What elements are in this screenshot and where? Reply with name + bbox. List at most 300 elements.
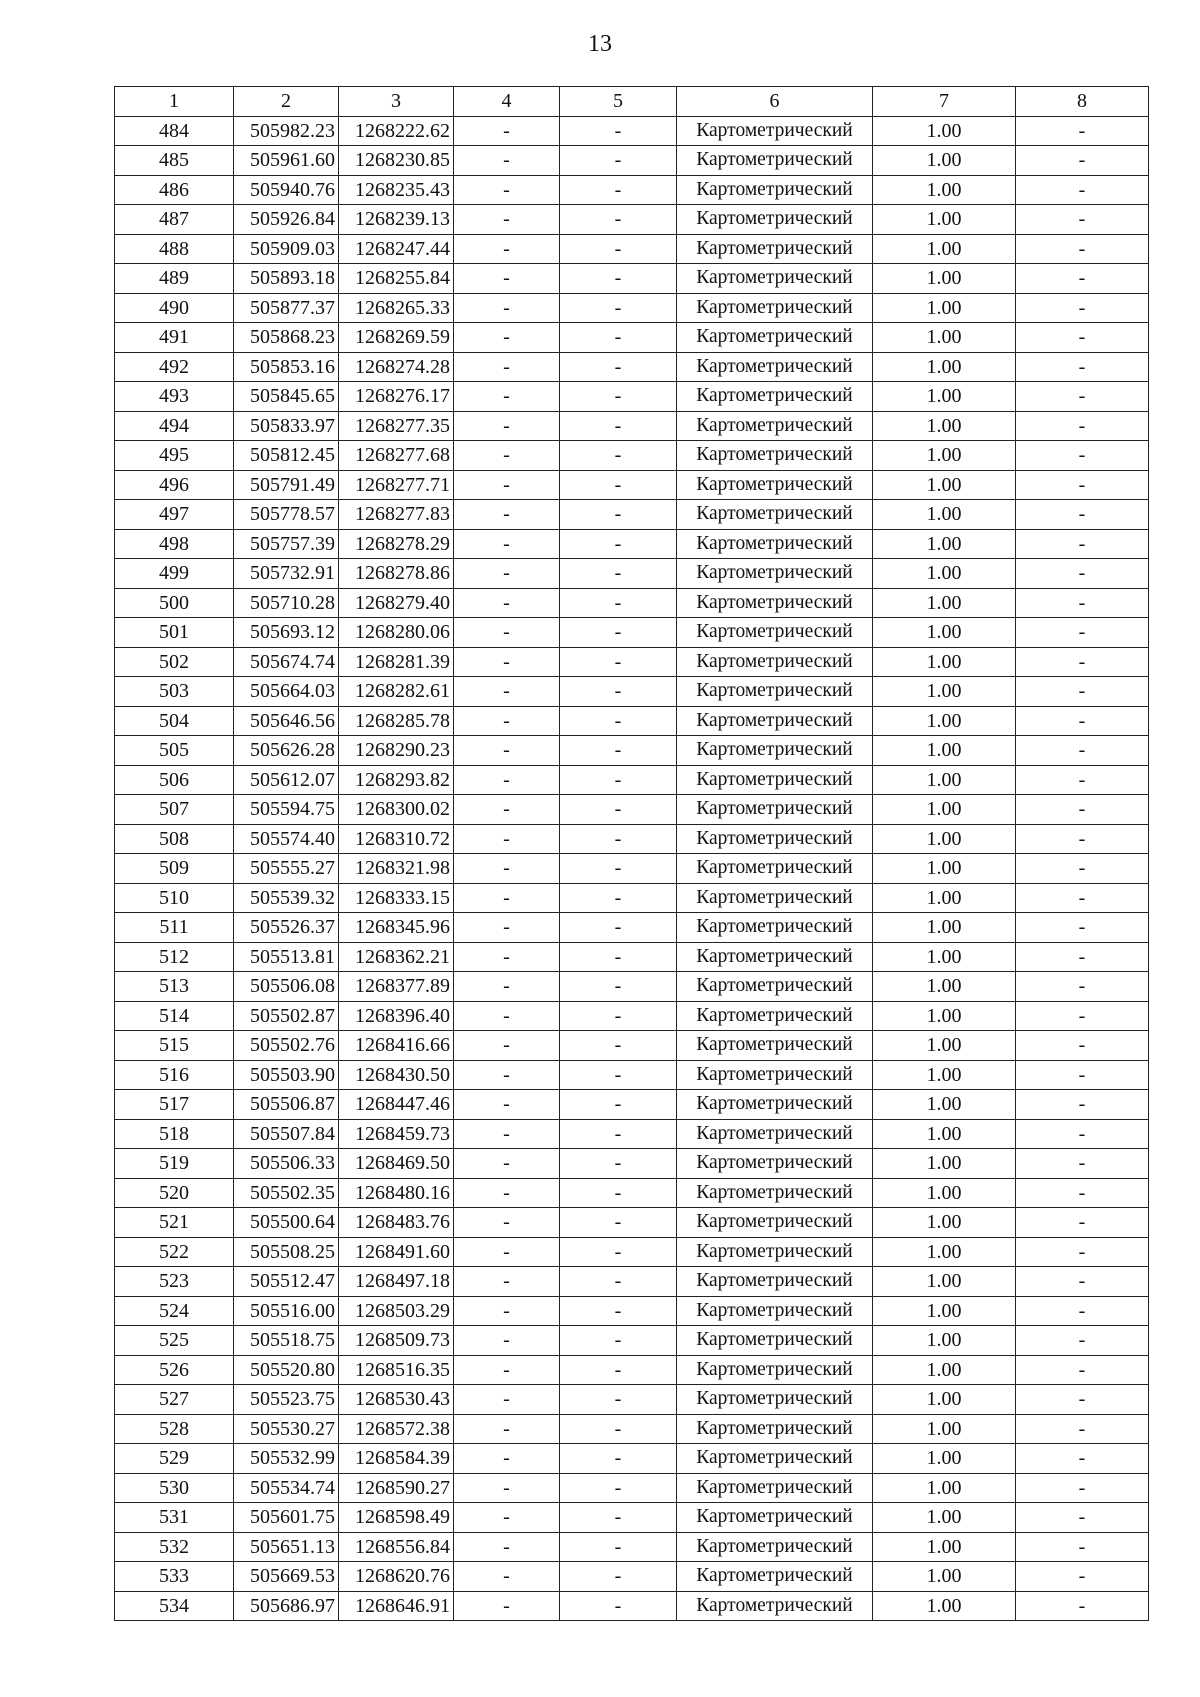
point-number-cell: 491: [115, 323, 234, 353]
column-4-cell: -: [454, 1414, 560, 1444]
y-coordinate-cell: 1268222.62: [339, 116, 454, 146]
method-cell: Картометрический: [677, 1444, 873, 1474]
y-coordinate-cell: 1268333.15: [339, 883, 454, 913]
column-8-cell: -: [1016, 234, 1149, 264]
point-number-cell: 495: [115, 441, 234, 471]
table-row: [115, 736, 1149, 766]
method-cell: Картометрический: [677, 795, 873, 825]
accuracy-cell: 1.00: [873, 1591, 1016, 1621]
x-coordinate-cell: 505853.16: [234, 352, 339, 382]
column-8-cell: -: [1016, 1562, 1149, 1592]
table-row: [115, 1090, 1149, 1120]
accuracy-cell: 1.00: [873, 972, 1016, 1002]
table-row: [115, 1532, 1149, 1562]
y-coordinate-cell: 1268277.68: [339, 441, 454, 471]
x-coordinate-cell: 505778.57: [234, 500, 339, 530]
point-number-cell: 501: [115, 618, 234, 648]
method-cell: Картометрический: [677, 1267, 873, 1297]
y-coordinate-cell: 1268278.29: [339, 529, 454, 559]
table-row: [115, 1326, 1149, 1356]
table-row: [115, 1001, 1149, 1031]
point-number-cell: 520: [115, 1178, 234, 1208]
point-number-cell: 500: [115, 588, 234, 618]
y-coordinate-cell: 1268277.71: [339, 470, 454, 500]
table-row: [115, 1562, 1149, 1592]
y-coordinate-cell: 1268230.85: [339, 146, 454, 176]
accuracy-cell: 1.00: [873, 913, 1016, 943]
method-cell: Картометрический: [677, 559, 873, 589]
column-5-cell: -: [560, 1326, 677, 1356]
column-4-cell: -: [454, 1562, 560, 1592]
accuracy-cell: 1.00: [873, 293, 1016, 323]
method-cell: Картометрический: [677, 1503, 873, 1533]
column-8-cell: -: [1016, 1149, 1149, 1179]
column-8-cell: -: [1016, 1001, 1149, 1031]
x-coordinate-cell: 505526.37: [234, 913, 339, 943]
table-row: [115, 1296, 1149, 1326]
column-8-cell: -: [1016, 1444, 1149, 1474]
column-5-cell: -: [560, 264, 677, 294]
column-5-cell: -: [560, 116, 677, 146]
column-8-cell: -: [1016, 175, 1149, 205]
method-cell: Картометрический: [677, 1473, 873, 1503]
column-4-cell: -: [454, 1149, 560, 1179]
column-4-cell: -: [454, 1503, 560, 1533]
column-4-cell: -: [454, 323, 560, 353]
point-number-cell: 496: [115, 470, 234, 500]
column-4-cell: -: [454, 470, 560, 500]
x-coordinate-cell: 505601.75: [234, 1503, 339, 1533]
point-number-cell: 505: [115, 736, 234, 766]
accuracy-cell: 1.00: [873, 1119, 1016, 1149]
x-coordinate-cell: 505669.53: [234, 1562, 339, 1592]
x-coordinate-cell: 505502.35: [234, 1178, 339, 1208]
column-4-cell: -: [454, 618, 560, 648]
table-row: [115, 1473, 1149, 1503]
table-row: [115, 1414, 1149, 1444]
method-cell: Картометрический: [677, 706, 873, 736]
column-4-cell: -: [454, 972, 560, 1002]
column-8-cell: -: [1016, 529, 1149, 559]
accuracy-cell: 1.00: [873, 1031, 1016, 1061]
accuracy-cell: 1.00: [873, 824, 1016, 854]
method-cell: Картометрический: [677, 1414, 873, 1444]
column-5-cell: -: [560, 1591, 677, 1621]
table-row: [115, 972, 1149, 1002]
method-cell: Картометрический: [677, 1060, 873, 1090]
point-number-cell: 509: [115, 854, 234, 884]
y-coordinate-cell: 1268279.40: [339, 588, 454, 618]
method-cell: Картометрический: [677, 116, 873, 146]
column-8-cell: -: [1016, 1503, 1149, 1533]
x-coordinate-cell: 505909.03: [234, 234, 339, 264]
point-number-cell: 484: [115, 116, 234, 146]
column-4-cell: -: [454, 883, 560, 913]
x-coordinate-cell: 505868.23: [234, 323, 339, 353]
method-cell: Картометрический: [677, 1355, 873, 1385]
column-8-cell: -: [1016, 441, 1149, 471]
column-5-cell: -: [560, 1444, 677, 1474]
point-number-cell: 493: [115, 382, 234, 412]
method-cell: Картометрический: [677, 1031, 873, 1061]
column-4-cell: -: [454, 1532, 560, 1562]
column-8-cell: -: [1016, 1119, 1149, 1149]
y-coordinate-cell: 1268516.35: [339, 1355, 454, 1385]
point-number-cell: 533: [115, 1562, 234, 1592]
table-row: [115, 234, 1149, 264]
y-coordinate-cell: 1268483.76: [339, 1208, 454, 1238]
point-number-cell: 507: [115, 795, 234, 825]
x-coordinate-cell: 505833.97: [234, 411, 339, 441]
table-row: [115, 1444, 1149, 1474]
column-4-cell: -: [454, 795, 560, 825]
x-coordinate-cell: 505534.74: [234, 1473, 339, 1503]
accuracy-cell: 1.00: [873, 529, 1016, 559]
point-number-cell: 519: [115, 1149, 234, 1179]
column-5-cell: -: [560, 1503, 677, 1533]
point-number-cell: 486: [115, 175, 234, 205]
x-coordinate-cell: 505523.75: [234, 1385, 339, 1415]
x-coordinate-cell: 505539.32: [234, 883, 339, 913]
method-cell: Картометрический: [677, 1385, 873, 1415]
table-row: [115, 1119, 1149, 1149]
column-4-cell: -: [454, 293, 560, 323]
column-5-cell: -: [560, 677, 677, 707]
x-coordinate-cell: 505530.27: [234, 1414, 339, 1444]
column-5-cell: -: [560, 1296, 677, 1326]
accuracy-cell: 1.00: [873, 175, 1016, 205]
column-8-cell: -: [1016, 706, 1149, 736]
x-coordinate-cell: 505812.45: [234, 441, 339, 471]
column-4-cell: -: [454, 1355, 560, 1385]
column-4-cell: -: [454, 1444, 560, 1474]
point-number-cell: 518: [115, 1119, 234, 1149]
method-cell: Картометрический: [677, 175, 873, 205]
column-4-cell: -: [454, 1090, 560, 1120]
accuracy-cell: 1.00: [873, 1473, 1016, 1503]
column-5-cell: -: [560, 411, 677, 441]
x-coordinate-cell: 505502.87: [234, 1001, 339, 1031]
accuracy-cell: 1.00: [873, 146, 1016, 176]
x-coordinate-cell: 505520.80: [234, 1355, 339, 1385]
y-coordinate-cell: 1268459.73: [339, 1119, 454, 1149]
method-cell: Картометрический: [677, 677, 873, 707]
method-cell: Картометрический: [677, 854, 873, 884]
column-4-cell: -: [454, 264, 560, 294]
column-5-cell: -: [560, 1532, 677, 1562]
header-col-5: 5: [560, 87, 677, 117]
column-8-cell: -: [1016, 264, 1149, 294]
table-row: [115, 1355, 1149, 1385]
column-4-cell: -: [454, 500, 560, 530]
y-coordinate-cell: 1268598.49: [339, 1503, 454, 1533]
y-coordinate-cell: 1268497.18: [339, 1267, 454, 1297]
column-8-cell: -: [1016, 1296, 1149, 1326]
column-5-cell: -: [560, 175, 677, 205]
y-coordinate-cell: 1268556.84: [339, 1532, 454, 1562]
point-number-cell: 525: [115, 1326, 234, 1356]
column-5-cell: -: [560, 529, 677, 559]
accuracy-cell: 1.00: [873, 854, 1016, 884]
y-coordinate-cell: 1268277.83: [339, 500, 454, 530]
column-8-cell: -: [1016, 1326, 1149, 1356]
x-coordinate-cell: 505940.76: [234, 175, 339, 205]
column-4-cell: -: [454, 175, 560, 205]
y-coordinate-cell: 1268290.23: [339, 736, 454, 766]
column-8-cell: -: [1016, 205, 1149, 235]
column-8-cell: -: [1016, 1237, 1149, 1267]
y-coordinate-cell: 1268255.84: [339, 264, 454, 294]
y-coordinate-cell: 1268239.13: [339, 205, 454, 235]
column-5-cell: -: [560, 1385, 677, 1415]
column-4-cell: -: [454, 588, 560, 618]
accuracy-cell: 1.00: [873, 1444, 1016, 1474]
point-number-cell: 530: [115, 1473, 234, 1503]
accuracy-cell: 1.00: [873, 1562, 1016, 1592]
y-coordinate-cell: 1268509.73: [339, 1326, 454, 1356]
point-number-cell: 528: [115, 1414, 234, 1444]
x-coordinate-cell: 505508.25: [234, 1237, 339, 1267]
column-8-cell: -: [1016, 883, 1149, 913]
column-4-cell: -: [454, 529, 560, 559]
method-cell: Картометрический: [677, 1119, 873, 1149]
table-row: [115, 500, 1149, 530]
point-number-cell: 516: [115, 1060, 234, 1090]
method-cell: Картометрический: [677, 1591, 873, 1621]
x-coordinate-cell: 505612.07: [234, 765, 339, 795]
column-5-cell: -: [560, 588, 677, 618]
x-coordinate-cell: 505502.76: [234, 1031, 339, 1061]
column-8-cell: -: [1016, 293, 1149, 323]
method-cell: Картометрический: [677, 293, 873, 323]
accuracy-cell: 1.00: [873, 205, 1016, 235]
x-coordinate-cell: 505674.74: [234, 647, 339, 677]
point-number-cell: 514: [115, 1001, 234, 1031]
y-coordinate-cell: 1268480.16: [339, 1178, 454, 1208]
table-row: [115, 824, 1149, 854]
x-coordinate-cell: 505961.60: [234, 146, 339, 176]
table-row: [115, 1060, 1149, 1090]
accuracy-cell: 1.00: [873, 677, 1016, 707]
column-5-cell: -: [560, 1237, 677, 1267]
accuracy-cell: 1.00: [873, 736, 1016, 766]
point-number-cell: 532: [115, 1532, 234, 1562]
accuracy-cell: 1.00: [873, 441, 1016, 471]
column-4-cell: -: [454, 1178, 560, 1208]
column-5-cell: -: [560, 854, 677, 884]
table-row: [115, 146, 1149, 176]
column-5-cell: -: [560, 795, 677, 825]
column-8-cell: -: [1016, 1385, 1149, 1415]
x-coordinate-cell: 505651.13: [234, 1532, 339, 1562]
column-8-cell: -: [1016, 1031, 1149, 1061]
table-row: [115, 765, 1149, 795]
column-5-cell: -: [560, 1090, 677, 1120]
accuracy-cell: 1.00: [873, 264, 1016, 294]
x-coordinate-cell: 505757.39: [234, 529, 339, 559]
point-number-cell: 512: [115, 942, 234, 972]
method-cell: Картометрический: [677, 1001, 873, 1031]
table-row: [115, 470, 1149, 500]
column-4-cell: -: [454, 1237, 560, 1267]
header-col-6: 6: [677, 87, 873, 117]
column-5-cell: -: [560, 736, 677, 766]
column-5-cell: -: [560, 706, 677, 736]
column-8-cell: -: [1016, 795, 1149, 825]
column-8-cell: -: [1016, 411, 1149, 441]
y-coordinate-cell: 1268377.89: [339, 972, 454, 1002]
column-4-cell: -: [454, 706, 560, 736]
table-row: [115, 559, 1149, 589]
table-row: [115, 647, 1149, 677]
point-number-cell: 510: [115, 883, 234, 913]
table-row: [115, 1208, 1149, 1238]
column-5-cell: -: [560, 234, 677, 264]
method-cell: Картометрический: [677, 146, 873, 176]
accuracy-cell: 1.00: [873, 500, 1016, 530]
y-coordinate-cell: 1268530.43: [339, 1385, 454, 1415]
table-row: [115, 264, 1149, 294]
column-8-cell: -: [1016, 588, 1149, 618]
column-5-cell: -: [560, 942, 677, 972]
x-coordinate-cell: 505507.84: [234, 1119, 339, 1149]
table-row: [115, 323, 1149, 353]
column-5-cell: -: [560, 1031, 677, 1061]
accuracy-cell: 1.00: [873, 1208, 1016, 1238]
column-8-cell: -: [1016, 1473, 1149, 1503]
column-4-cell: -: [454, 1385, 560, 1415]
table-row: [115, 529, 1149, 559]
point-number-cell: 503: [115, 677, 234, 707]
accuracy-cell: 1.00: [873, 1326, 1016, 1356]
accuracy-cell: 1.00: [873, 1503, 1016, 1533]
y-coordinate-cell: 1268300.02: [339, 795, 454, 825]
table-row: [115, 175, 1149, 205]
column-8-cell: -: [1016, 1414, 1149, 1444]
point-number-cell: 494: [115, 411, 234, 441]
method-cell: Картометрический: [677, 1562, 873, 1592]
table-row: [115, 293, 1149, 323]
method-cell: Картометрический: [677, 500, 873, 530]
accuracy-cell: 1.00: [873, 1001, 1016, 1031]
x-coordinate-cell: 505686.97: [234, 1591, 339, 1621]
column-8-cell: -: [1016, 500, 1149, 530]
accuracy-cell: 1.00: [873, 559, 1016, 589]
y-coordinate-cell: 1268293.82: [339, 765, 454, 795]
column-8-cell: -: [1016, 352, 1149, 382]
column-4-cell: -: [454, 116, 560, 146]
column-4-cell: -: [454, 1031, 560, 1061]
method-cell: Картометрический: [677, 234, 873, 264]
table-row: [115, 1503, 1149, 1533]
column-8-cell: -: [1016, 116, 1149, 146]
method-cell: Картометрический: [677, 323, 873, 353]
accuracy-cell: 1.00: [873, 706, 1016, 736]
column-5-cell: -: [560, 1178, 677, 1208]
y-coordinate-cell: 1268469.50: [339, 1149, 454, 1179]
y-coordinate-cell: 1268281.39: [339, 647, 454, 677]
column-5-cell: -: [560, 618, 677, 648]
header-col-7: 7: [873, 87, 1016, 117]
y-coordinate-cell: 1268265.33: [339, 293, 454, 323]
column-4-cell: -: [454, 559, 560, 589]
column-5-cell: -: [560, 1208, 677, 1238]
accuracy-cell: 1.00: [873, 883, 1016, 913]
point-number-cell: 497: [115, 500, 234, 530]
x-coordinate-cell: 505893.18: [234, 264, 339, 294]
column-8-cell: -: [1016, 470, 1149, 500]
column-5-cell: -: [560, 1149, 677, 1179]
y-coordinate-cell: 1268416.66: [339, 1031, 454, 1061]
y-coordinate-cell: 1268590.27: [339, 1473, 454, 1503]
table-row: [115, 116, 1149, 146]
x-coordinate-cell: 505626.28: [234, 736, 339, 766]
y-coordinate-cell: 1268310.72: [339, 824, 454, 854]
x-coordinate-cell: 505845.65: [234, 382, 339, 412]
column-8-cell: -: [1016, 1532, 1149, 1562]
column-4-cell: -: [454, 1473, 560, 1503]
table-row: [115, 706, 1149, 736]
y-coordinate-cell: 1268274.28: [339, 352, 454, 382]
method-cell: Картометрический: [677, 913, 873, 943]
y-coordinate-cell: 1268321.98: [339, 854, 454, 884]
x-coordinate-cell: 505791.49: [234, 470, 339, 500]
column-5-cell: -: [560, 1355, 677, 1385]
column-5-cell: -: [560, 293, 677, 323]
table-row: [115, 1267, 1149, 1297]
y-coordinate-cell: 1268269.59: [339, 323, 454, 353]
point-number-cell: 490: [115, 293, 234, 323]
x-coordinate-cell: 505506.08: [234, 972, 339, 1002]
column-5-cell: -: [560, 470, 677, 500]
column-8-cell: -: [1016, 647, 1149, 677]
point-number-cell: 504: [115, 706, 234, 736]
table-row: [115, 352, 1149, 382]
column-4-cell: -: [454, 1060, 560, 1090]
column-4-cell: -: [454, 352, 560, 382]
y-coordinate-cell: 1268285.78: [339, 706, 454, 736]
y-coordinate-cell: 1268278.86: [339, 559, 454, 589]
column-5-cell: -: [560, 765, 677, 795]
y-coordinate-cell: 1268572.38: [339, 1414, 454, 1444]
column-8-cell: -: [1016, 736, 1149, 766]
header-col-3: 3: [339, 87, 454, 117]
x-coordinate-cell: 505982.23: [234, 116, 339, 146]
column-8-cell: -: [1016, 1060, 1149, 1090]
method-cell: Картометрический: [677, 529, 873, 559]
y-coordinate-cell: 1268447.46: [339, 1090, 454, 1120]
x-coordinate-cell: 505877.37: [234, 293, 339, 323]
method-cell: Картометрический: [677, 352, 873, 382]
table-row: [115, 795, 1149, 825]
column-4-cell: -: [454, 677, 560, 707]
point-number-cell: 517: [115, 1090, 234, 1120]
header-col-4: 4: [454, 87, 560, 117]
table-row: [115, 1031, 1149, 1061]
x-coordinate-cell: 505503.90: [234, 1060, 339, 1090]
header-col-1: 1: [115, 87, 234, 117]
accuracy-cell: 1.00: [873, 1149, 1016, 1179]
accuracy-cell: 1.00: [873, 618, 1016, 648]
column-4-cell: -: [454, 1119, 560, 1149]
table-row: [115, 913, 1149, 943]
column-5-cell: -: [560, 1473, 677, 1503]
accuracy-cell: 1.00: [873, 1296, 1016, 1326]
table-row: [115, 1237, 1149, 1267]
method-cell: Картометрический: [677, 1237, 873, 1267]
point-number-cell: 521: [115, 1208, 234, 1238]
point-number-cell: 498: [115, 529, 234, 559]
